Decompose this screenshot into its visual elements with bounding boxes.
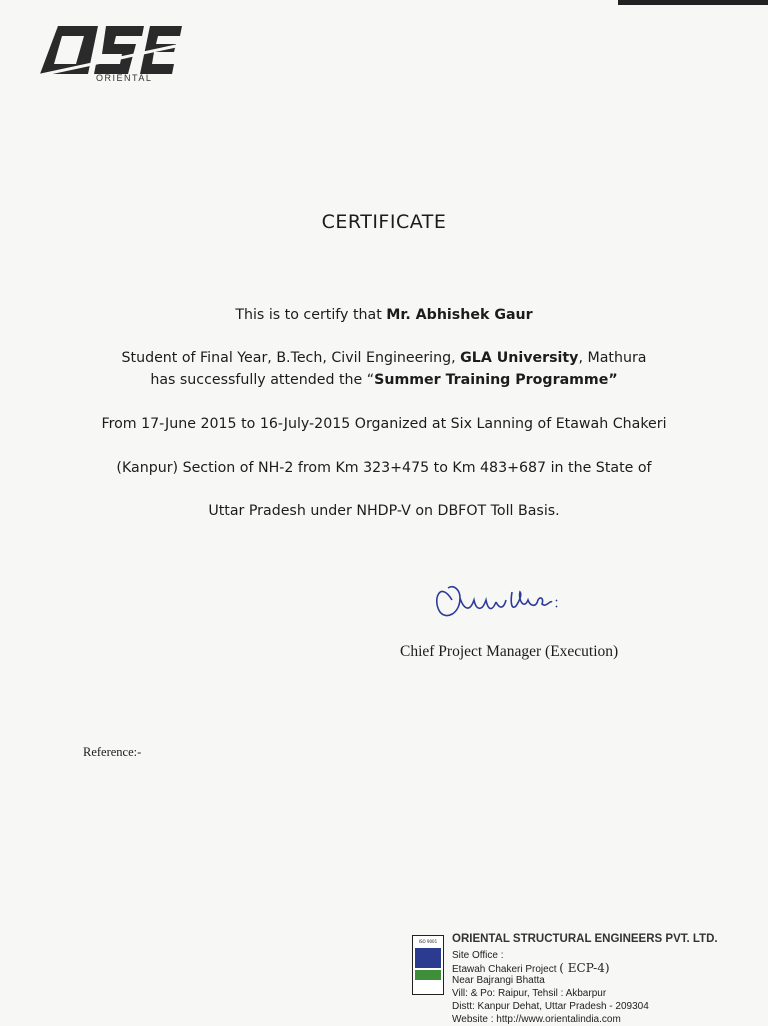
recipient-name: Mr. Abhishek Gaur	[386, 307, 533, 323]
university-name: GLA University	[460, 350, 579, 366]
signature	[430, 570, 580, 625]
body-line-2: Student of Final Year, B.Tech, Civil Engineering, GLA University, Mathura	[121, 350, 647, 366]
scan-edge	[618, 0, 768, 5]
website-link: Website : http://www.orientalindia.com	[452, 1014, 621, 1025]
company-name: ORIENTAL STRUCTURAL ENGINEERS PVT. LTD.	[452, 933, 718, 945]
reference-label: Reference:-	[83, 745, 142, 759]
address-district: Distt: Kanpur Dehat, Uttar Pradesh - 209304	[452, 1001, 649, 1012]
address-near: Near Bajrangi Bhatta	[452, 975, 545, 986]
site-office-label: Site Office :	[452, 950, 504, 961]
address-village: Vill: & Po: Raipur, Tehsil : Akbarpur	[452, 988, 607, 999]
iso-seal-icon: ISO 9001	[412, 935, 444, 995]
body-line-5: (Kanpur) Section of NH-2 from Km 323+475 to Km 483+687 in the State of	[116, 460, 652, 476]
body-line-1: This is to certify that Mr. Abhishek Gaur	[235, 307, 533, 323]
project-line: Etawah Chakeri Project ( ECP-4)	[452, 961, 610, 975]
programme-name: Summer Training Programme”	[374, 372, 618, 388]
body-line-6: Uttar Pradesh under NHDP-V on DBFOT Toll Basis.	[208, 503, 560, 519]
logo-subtitle: ORIENTAL	[96, 73, 153, 83]
body-line-4: From 17-June 2015 to 16-July-2015 Organized at Six Lanning of Etawah Chakeri	[101, 416, 667, 432]
handwritten-project-code: ( ECP-4)	[559, 961, 610, 975]
signatory-title: Chief Project Manager (Execution)	[400, 643, 619, 660]
certificate-title: CERTIFICATE	[321, 211, 447, 233]
body-line-3: has successfully attended the “Summer Training Programme”	[150, 372, 618, 388]
